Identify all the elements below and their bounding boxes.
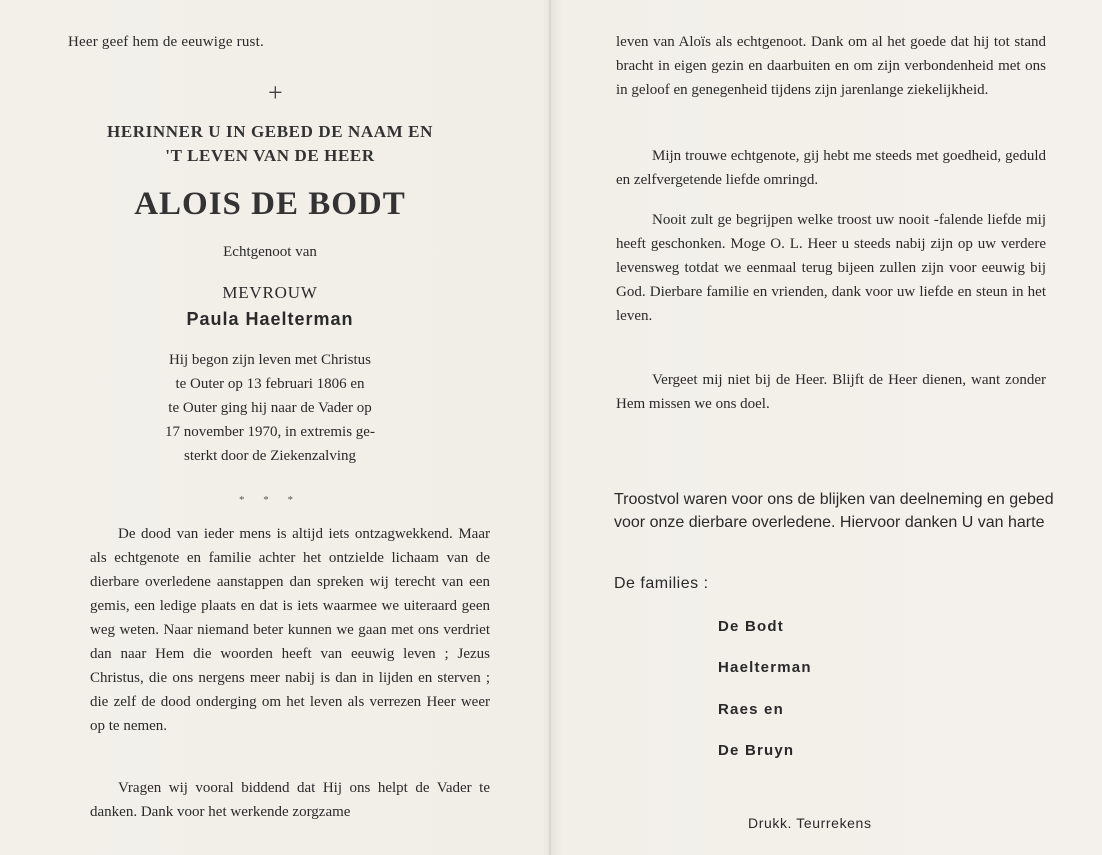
spouse-of-label: Echtgenoot van	[223, 244, 317, 260]
cross-icon: +	[268, 78, 283, 107]
card-fold	[549, 0, 551, 855]
printer-credit: Drukk. Teurrekens	[748, 815, 872, 831]
spouse-name: Paula Haelterman	[186, 309, 354, 329]
thanks-paragraph-start	[90, 776, 490, 824]
remember-heading	[40, 120, 500, 168]
left-panel	[0, 0, 548, 855]
family-name: De Bruyn	[718, 742, 795, 759]
deceased-name: ALOIS DE BODT	[134, 186, 406, 222]
family-name: Haelterman	[718, 659, 812, 676]
closing-text: Vergeet mij niet bij de Heer. Blijft de Heer dienen, want zonder Hem missen we ons doel.	[616, 372, 1046, 412]
acknowledgement: Troostvol waren voor ons de blijken van deelneming en gebed voor onze dierbare overledene. Hiervoor danken U van harte	[614, 491, 1054, 531]
bio-line: sterkt door de Ziekenzalving	[183, 448, 357, 464]
family-name: De Bodt	[718, 618, 784, 635]
families-label: De families :	[614, 575, 709, 592]
biography	[80, 348, 460, 468]
comfort-paragraph	[616, 208, 1046, 328]
comfort-text: Nooit zult ge begrijpen welke troost uw nooit -falende liefde mij heeft geschonken. Moge O. L. Heer u steeds nabij zijn op uw verdere levensweg totdat we eenmaal terug bijeen zullen zijn voor eeuwig bij God. Dierbare familie en vrienden, dank voor uw liefde en steun in het leven.	[616, 212, 1046, 324]
wife-text: Mijn trouwe echtgenote, gij hebt me steeds met goedheid, geduld en zelfvergetende liefde omringd.	[616, 148, 1046, 188]
madam-label: MEVROUW	[222, 283, 318, 302]
closing-paragraph	[616, 368, 1046, 416]
bio-line: te Outer ging hij naar de Vader op	[168, 400, 372, 416]
reflection-text: De dood van ieder mens is altijd iets ontzagwekkend. Maar als echtgenote en familie achter het ontzielde lichaam van de dierbare overledene aanstappen dan spreken wij terecht van een gemis, een ledige plaats en dat is iets waarmee we uiteraard geen weg weten. Naar niemand beter kunnen we gaan met ons verdriet dan naar Hem die woorden heeft van eeuwig leven ; Jezus Christus, die ons nergens meer nabij is dan in lijden en sterven ; die zelf de dood onderging om het leven als verrezen Heer weer op te nemen.	[90, 526, 490, 734]
wife-paragraph	[616, 144, 1046, 192]
thanks-text-start: Vragen wij vooral biddend dat Hij ons helpt de Vader te danken. Dank voor het werkende zorgzame	[90, 780, 490, 820]
prayer-line: Heer geef hem de eeuwige rust.	[68, 34, 264, 50]
bio-line: te Outer op 13 februari 1806 en	[175, 376, 365, 392]
remember-line-2: 'T LEVEN VAN DE HEER	[165, 146, 375, 165]
bio-line: Hij begon zijn leven met Christus	[168, 352, 372, 368]
separator-stars: * * *	[239, 494, 301, 506]
reflection-paragraph	[90, 522, 490, 738]
bio-line: 17 november 1970, in extremis ge-	[165, 424, 375, 440]
thanks-paragraph-continued: leven van Aloïs als echtgenoot. Dank om al het goede dat hij tot stand bracht in eigen gezin en daarbuiten en om zijn verbondenheid met ons in geloof en genegenheid tijdens zijn jarenlange ziekelijkheid.	[616, 34, 1046, 98]
remember-line-1: HERINNER U IN GEBED DE NAAM EN	[107, 122, 433, 141]
family-name: Raes en	[718, 701, 784, 718]
right-panel	[552, 0, 1102, 855]
